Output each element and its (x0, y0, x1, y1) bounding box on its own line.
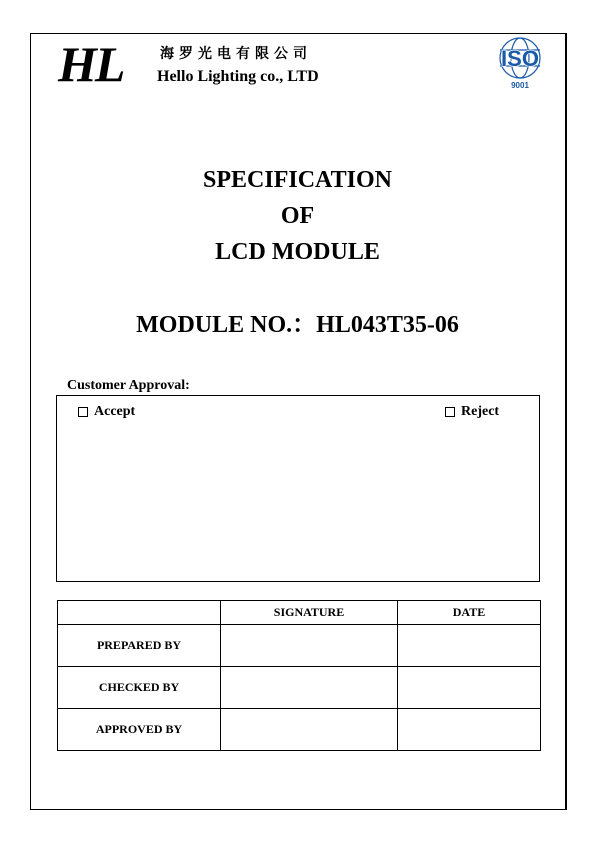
checked-by-label: CHECKED BY (58, 667, 221, 709)
approved-by-signature-cell[interactable] (221, 709, 398, 751)
table-header-cell: SIGNATURE (221, 601, 398, 625)
company-name-chinese: 海罗光电有限公司 (160, 46, 312, 62)
accept-checkbox[interactable] (78, 407, 88, 417)
reject-label: Reject (461, 404, 500, 419)
company-logo-mark: HL (58, 36, 124, 92)
checked-by-signature-cell[interactable] (221, 667, 398, 709)
title-line-1: SPECIFICATION (203, 167, 392, 193)
prepared-by-date-cell[interactable] (398, 625, 541, 667)
table-header-cell: DATE (398, 601, 541, 625)
signature-table (57, 600, 541, 751)
module-number: MODULE NO.：HL043T35-06 (136, 312, 459, 338)
accept-label: Accept (94, 404, 136, 419)
prepared-by-label: PREPARED BY (58, 625, 221, 667)
title-line-3: LCD MODULE (215, 239, 380, 265)
prepared-by-signature-cell[interactable] (221, 625, 398, 667)
iso-label: ISO (501, 46, 539, 71)
approved-by-label: APPROVED BY (58, 709, 221, 751)
customer-approval-box (56, 395, 540, 582)
customer-approval-label: Customer Approval: (67, 378, 190, 393)
table-row (58, 667, 541, 709)
checked-by-date-cell[interactable] (398, 667, 541, 709)
accept-option[interactable] (78, 403, 135, 421)
table-row (58, 625, 541, 667)
table-header-cell (58, 601, 221, 625)
iso-number: 9001 (511, 81, 529, 90)
table-header-row (58, 601, 541, 625)
reject-checkbox[interactable] (445, 407, 455, 417)
table-row (58, 709, 541, 751)
title-line-2: OF (280, 203, 315, 229)
reject-option[interactable] (445, 403, 499, 421)
approved-by-date-cell[interactable] (398, 709, 541, 751)
iso-9001-logo (493, 36, 547, 92)
company-name-english: Hello Lighting co., LTD (157, 68, 319, 85)
